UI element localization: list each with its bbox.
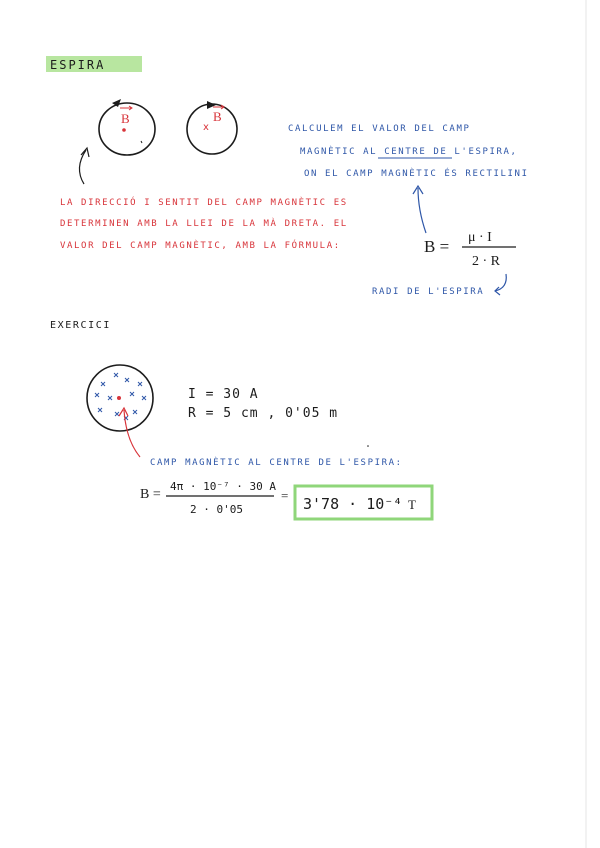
field-in-mark: x bbox=[203, 122, 209, 133]
calculation bbox=[140, 480, 432, 519]
data-current: I = 30 A bbox=[188, 387, 259, 402]
loop-diagram-out bbox=[99, 99, 155, 155]
field-symbol: B bbox=[213, 109, 222, 124]
field-symbol: B bbox=[121, 111, 130, 126]
formula-lhs: B = bbox=[424, 237, 450, 256]
calc-result: 3'78 · 10⁻⁴ bbox=[303, 495, 403, 513]
calc-denominator: 2 · 0'05 bbox=[190, 503, 243, 516]
note-line: VALOR DEL CAMP MAGNÈTIC, AMB LA FÓRMULA: bbox=[60, 241, 341, 251]
radius-note: RADI DE L'ESPIRA bbox=[372, 287, 485, 297]
result-note: CAMP MAGNÈTIC AL CENTRE DE L'ESPIRA: bbox=[150, 458, 403, 468]
heading-espira: ESPIRA bbox=[50, 58, 106, 72]
calc-lhs: B = bbox=[140, 487, 161, 502]
calc-unit: T bbox=[408, 497, 416, 512]
current-direction-arrow-icon bbox=[207, 101, 216, 109]
loop-diagram-in bbox=[187, 101, 237, 154]
note-line: MAGNÈTIC AL CENTRE DE L'ESPIRA, bbox=[300, 147, 518, 157]
note-line: CALCULEM EL VALOR DEL CAMP bbox=[288, 124, 471, 134]
note-center-field bbox=[288, 124, 529, 179]
note-line: DETERMINEN AMB LA LLEI DE LA MÀ DRETA. EL bbox=[60, 219, 348, 229]
field-out-dot bbox=[122, 128, 126, 132]
note-line: ON EL CAMP MAGNÈTIC ÉS RECTILINI bbox=[304, 169, 529, 179]
center-point bbox=[117, 396, 121, 400]
formula-denominator: 2 · R bbox=[472, 254, 500, 269]
formula-numerator: μ · I bbox=[468, 230, 492, 245]
exercise-loop-diagram bbox=[87, 365, 153, 457]
note-direction bbox=[60, 196, 348, 251]
calc-numerator: 4π · 10⁻⁷ · 30 A bbox=[170, 480, 276, 493]
formula-field bbox=[424, 230, 516, 269]
note-line: LA DIRECCIÓ I SENTIT DEL CAMP MAGNÈTIC ES bbox=[60, 198, 348, 208]
exercise-heading: EXERCICI bbox=[50, 320, 111, 331]
calc-equals: = bbox=[281, 488, 289, 503]
pointer-arrow-icon bbox=[79, 150, 86, 184]
pointer-arrow-icon bbox=[418, 188, 426, 233]
data-radius: R = 5 cm , 0'05 m bbox=[188, 406, 339, 421]
pointer-arrow-icon bbox=[495, 274, 506, 291]
current-loop bbox=[187, 104, 237, 154]
